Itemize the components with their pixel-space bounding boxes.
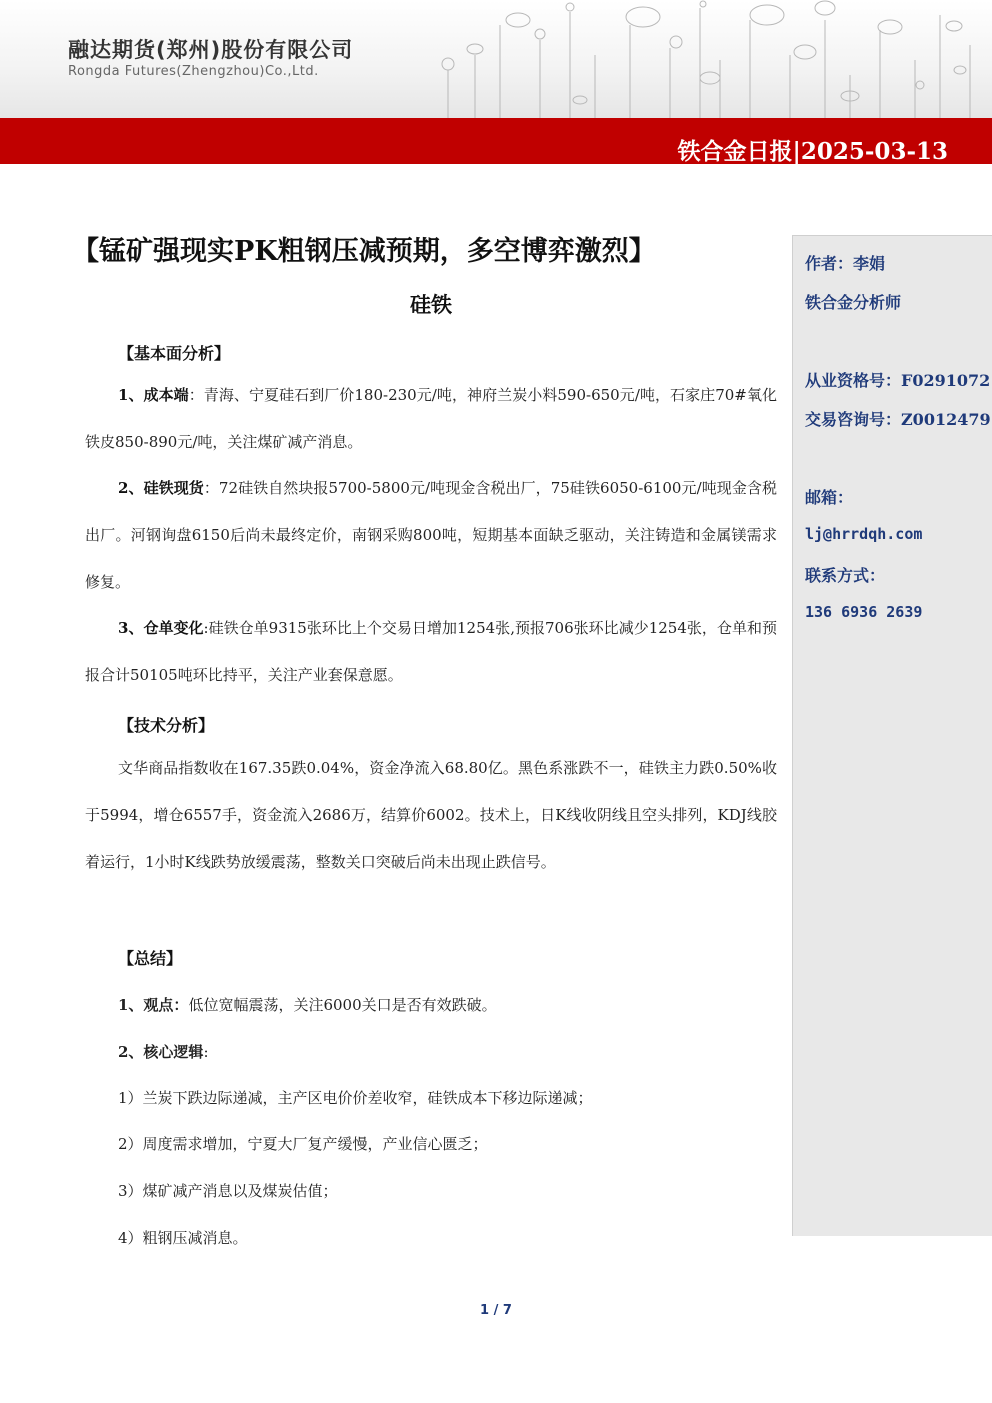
company-name-en: Rongda Futures(Zhengzhou)Co.,Ltd. (68, 64, 319, 79)
section-heading-technical: 【技术分析】 (118, 716, 215, 735)
report-date: 2025-03-13 (800, 138, 948, 165)
decorative-pin-graphic (430, 0, 992, 118)
contact-label: 联系方式： (805, 566, 886, 585)
paragraph-text: :硅铁仓单9315张环比上个交易日增加1254张,预报706张环比减少1254张，仓单和预报合计50105吨环比持平，关注产业套保意愿。 (85, 619, 777, 684)
logic-item: 4）粗钢压减消息。 (118, 1229, 248, 1247)
logic-item: 1）兰炭下跌边际递减，主产区电价价差收窄，硅铁成本下移边际递减； (118, 1089, 593, 1107)
paragraph-text: ：青海、宁夏硅石到厂价180-230元/吨，神府兰炭小料590-650元/吨，石家庄70#氧化铁皮850-890元/吨，关注煤矿减产消息。 (85, 386, 777, 451)
paragraph-warehouse (85, 605, 777, 699)
paragraph-text: ：72硅铁自然块报5700-5800元/吨现金含税出厂，75硅铁6050-6100元/吨现金含税出厂。河钢询盘6150后尚未最终定价，南钢采购800吨，短期基本面缺乏驱动，关注铸造和金属镁需求修复。 (85, 479, 777, 591)
section-heading-summary: 【总结】 (118, 949, 183, 968)
logic-item: 2）周度需求增加，宁夏大厂复产缓慢，产业信心匮乏； (118, 1135, 488, 1153)
view-text: 低位宽幅震荡，关注6000关口是否有效跌破。 (188, 996, 497, 1014)
company-name-cn: 融达期货(郑州)股份有限公司 (68, 38, 354, 62)
summary-logic (118, 1041, 209, 1062)
logic-item: 3）煤矿减产消息以及煤炭估值； (118, 1182, 338, 1200)
title-separator: | (792, 138, 801, 165)
article-subtitle: 硅铁 (410, 292, 452, 317)
phone-number: 136 6936 2639 (805, 603, 923, 621)
view-label: 1、观点： (118, 996, 189, 1014)
logic-colon: : (203, 1043, 209, 1061)
paragraph-label: 3、仓单变化 (118, 619, 204, 637)
email-link[interactable]: lj@hrrdqh.com (805, 525, 923, 543)
paragraph-spot (85, 465, 777, 606)
article-title: 【锰矿强现实PK粗钢压减预期，多空博弈激烈】 (72, 236, 656, 267)
logic-label: 2、核心逻辑 (118, 1043, 204, 1061)
page-number: 1 / 7 (480, 1303, 512, 1318)
report-name: 铁合金日报 (677, 138, 793, 165)
author-role: 铁合金分析师 (805, 293, 902, 312)
summary-view (118, 994, 497, 1015)
license-number: 从业资格号：F0291072 (805, 371, 991, 390)
email-label: 邮箱： (805, 488, 854, 507)
paragraph-cost (85, 372, 777, 466)
paragraph-technical: 文华商品指数收在167.35跌0.04%，资金净流入68.80亿。黑色系涨跌不一，硅铁主力跌0.50%收于5994，增仓6557手，资金流入2686万，结算价6002。技术上，日K线收阴线且空头排列，KDJ线胶着运行，1小时K线跌势放缓震荡，整数关口突破后尚未出现止跌信号。 (85, 759, 777, 871)
report-title (678, 133, 949, 166)
consult-number: 交易咨询号：Z0012479 (805, 410, 991, 429)
paragraph-label: 2、硅铁现货 (118, 479, 204, 497)
paragraph-label: 1、成本端 (118, 386, 189, 404)
section-heading-fundamental: 【基本面分析】 (118, 344, 231, 363)
author-name: 作者：李娟 (805, 254, 886, 273)
